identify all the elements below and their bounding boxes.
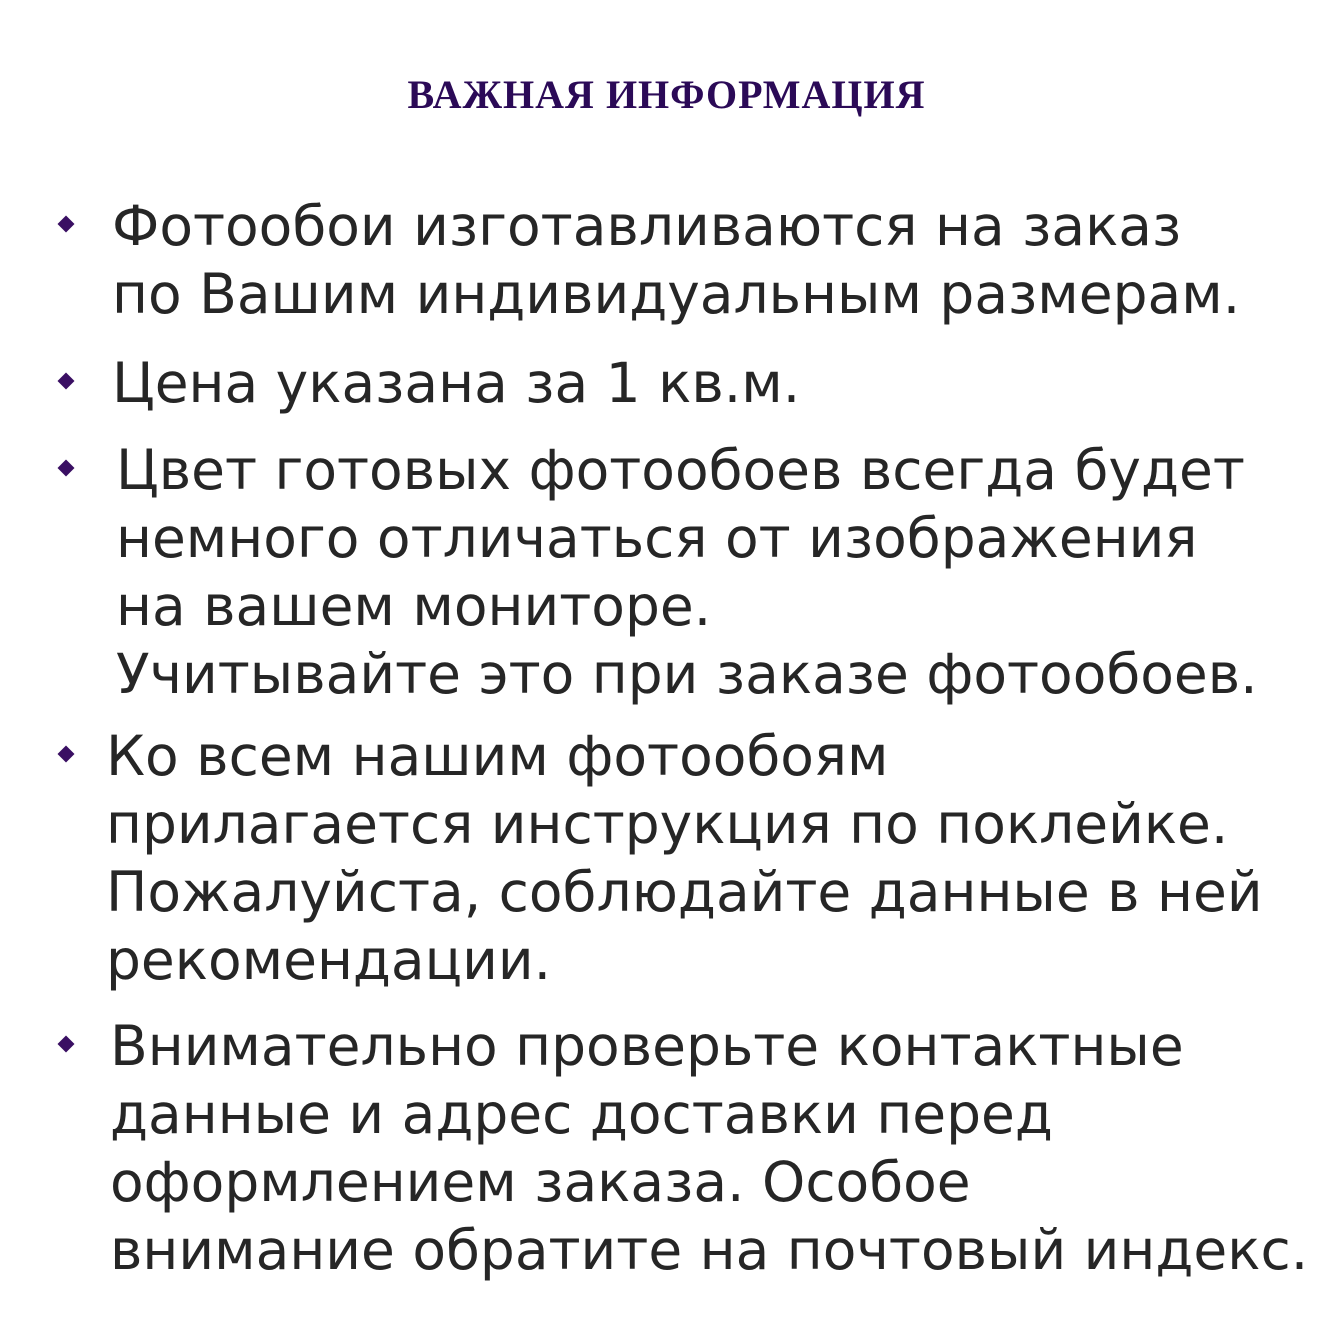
- list-item-line: прилагается инструкция по поклейке.: [106, 792, 1229, 856]
- diamond-bullet-icon: [58, 746, 75, 763]
- diamond-bullet-icon: [58, 216, 75, 233]
- list-item-line: на вашем мониторе.: [116, 574, 712, 638]
- diamond-bullet-icon: [58, 1036, 75, 1053]
- list-item-line: Учитывайте это при заказе фотообоев.: [116, 642, 1258, 706]
- list-item-line: данные и адрес доставки перед: [110, 1082, 1053, 1146]
- list-item-line: внимание обратите на почтовый индекс.: [110, 1218, 1309, 1282]
- list-item-line: по Вашим индивидуальным размерам.: [112, 262, 1241, 326]
- list-item-line: Фотообои изготавливаются на заказ: [112, 194, 1182, 258]
- diamond-bullet-icon: [58, 373, 75, 390]
- list-item-line: Пожалуйста, соблюдайте данные в ней: [106, 860, 1263, 924]
- list-item-line: Цена указана за 1 кв.м.: [112, 351, 801, 415]
- list-item-line: Внимательно проверьте контактные: [110, 1014, 1184, 1078]
- list-item-line: немного отличаться от изображения: [116, 506, 1198, 570]
- list-item-line: рекомендации.: [106, 928, 552, 992]
- list-item-line: Цвет готовых фотообоев всегда будет: [116, 438, 1245, 502]
- page-title: ВАЖНАЯ ИНФОРМАЦИЯ: [407, 72, 926, 117]
- list-item-line: оформлением заказа. Особое: [110, 1150, 971, 1214]
- diamond-bullet-icon: [58, 460, 75, 477]
- list-item-line: Ко всем нашим фотообоям: [106, 724, 889, 788]
